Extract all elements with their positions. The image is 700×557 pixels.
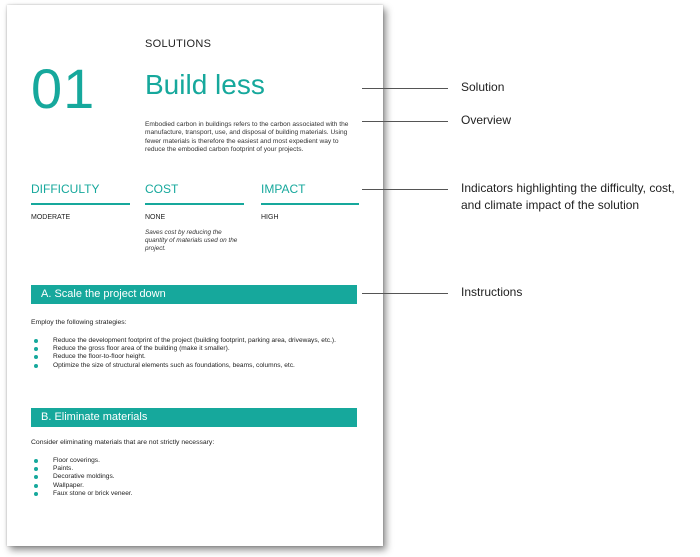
bullet-icon [34,475,38,479]
bullet-icon [34,339,38,343]
section-b-intro: Consider eliminating materials that are not strictly necessary: [31,439,215,446]
indicators-annotation: Indicators highlighting the difficulty, cost, and climate impact of the solution [461,181,675,212]
bullet-icon [34,492,38,496]
instructions-annotation: Instructions [461,285,523,299]
list-item: Reduce the gross floor area of the building (make it smaller). [31,345,351,353]
solution-annotation: Solution [461,80,505,94]
section-a-list [31,337,351,370]
bullet-icon [34,467,38,471]
section-a-heading: A. Scale the project down [31,285,357,304]
cost-heading: COST [145,182,179,196]
list-item: Paints. [31,465,351,473]
list-item: Reduce the floor-to-floor height. [31,353,351,361]
list-item: Wallpaper. [31,482,351,490]
impact-heading: IMPACT [261,182,306,196]
list-item: Floor coverings. [31,457,351,465]
list-item: Optimize the size of structural elements such as foundations, beams, columns, etc. [31,362,351,370]
indicators-leader-line [362,189,448,190]
difficulty-value: MODERATE [31,214,71,221]
instructions-leader-line [362,293,448,294]
impact-rule [261,203,359,205]
document-page [7,5,383,546]
list-item: Decorative moldings. [31,473,351,481]
solution-title: Build less [145,69,265,100]
section-a-intro: Employ the following strategies: [31,319,127,326]
cost-rule [145,203,244,205]
bullet-icon [34,364,38,368]
difficulty-heading: DIFFICULTY [31,182,100,196]
solution-number: 01 [31,57,96,120]
section-b-heading: B. Eliminate materials [31,408,357,427]
cost-note: Saves cost by reducing the quantity of materials used on the project. [145,229,238,252]
cost-value: NONE [145,214,166,221]
section-label: SOLUTIONS [145,38,212,50]
difficulty-rule [31,203,130,205]
impact-value: HIGH [261,214,279,221]
bullet-icon [34,484,38,488]
bullet-icon [34,347,38,351]
list-item: Reduce the development footprint of the project (building footprint, parking area, driveways, etc.). [31,337,351,345]
overview-annotation: Overview [461,113,512,127]
bullet-icon [34,459,38,463]
solution-leader-line [362,88,448,89]
overview-text: Embodied carbon in buildings refers to the carbon associated with the manufacture, transport, use, and disposal of building materials. Using fewer materials is therefore the easiest and most expedient way to reduce the embodied carbon footprint of your projects. [145,121,349,153]
list-item: Faux stone or brick veneer. [31,490,351,498]
overview-leader-line [362,121,448,122]
bullet-icon [34,355,38,359]
section-b-list [31,457,351,498]
